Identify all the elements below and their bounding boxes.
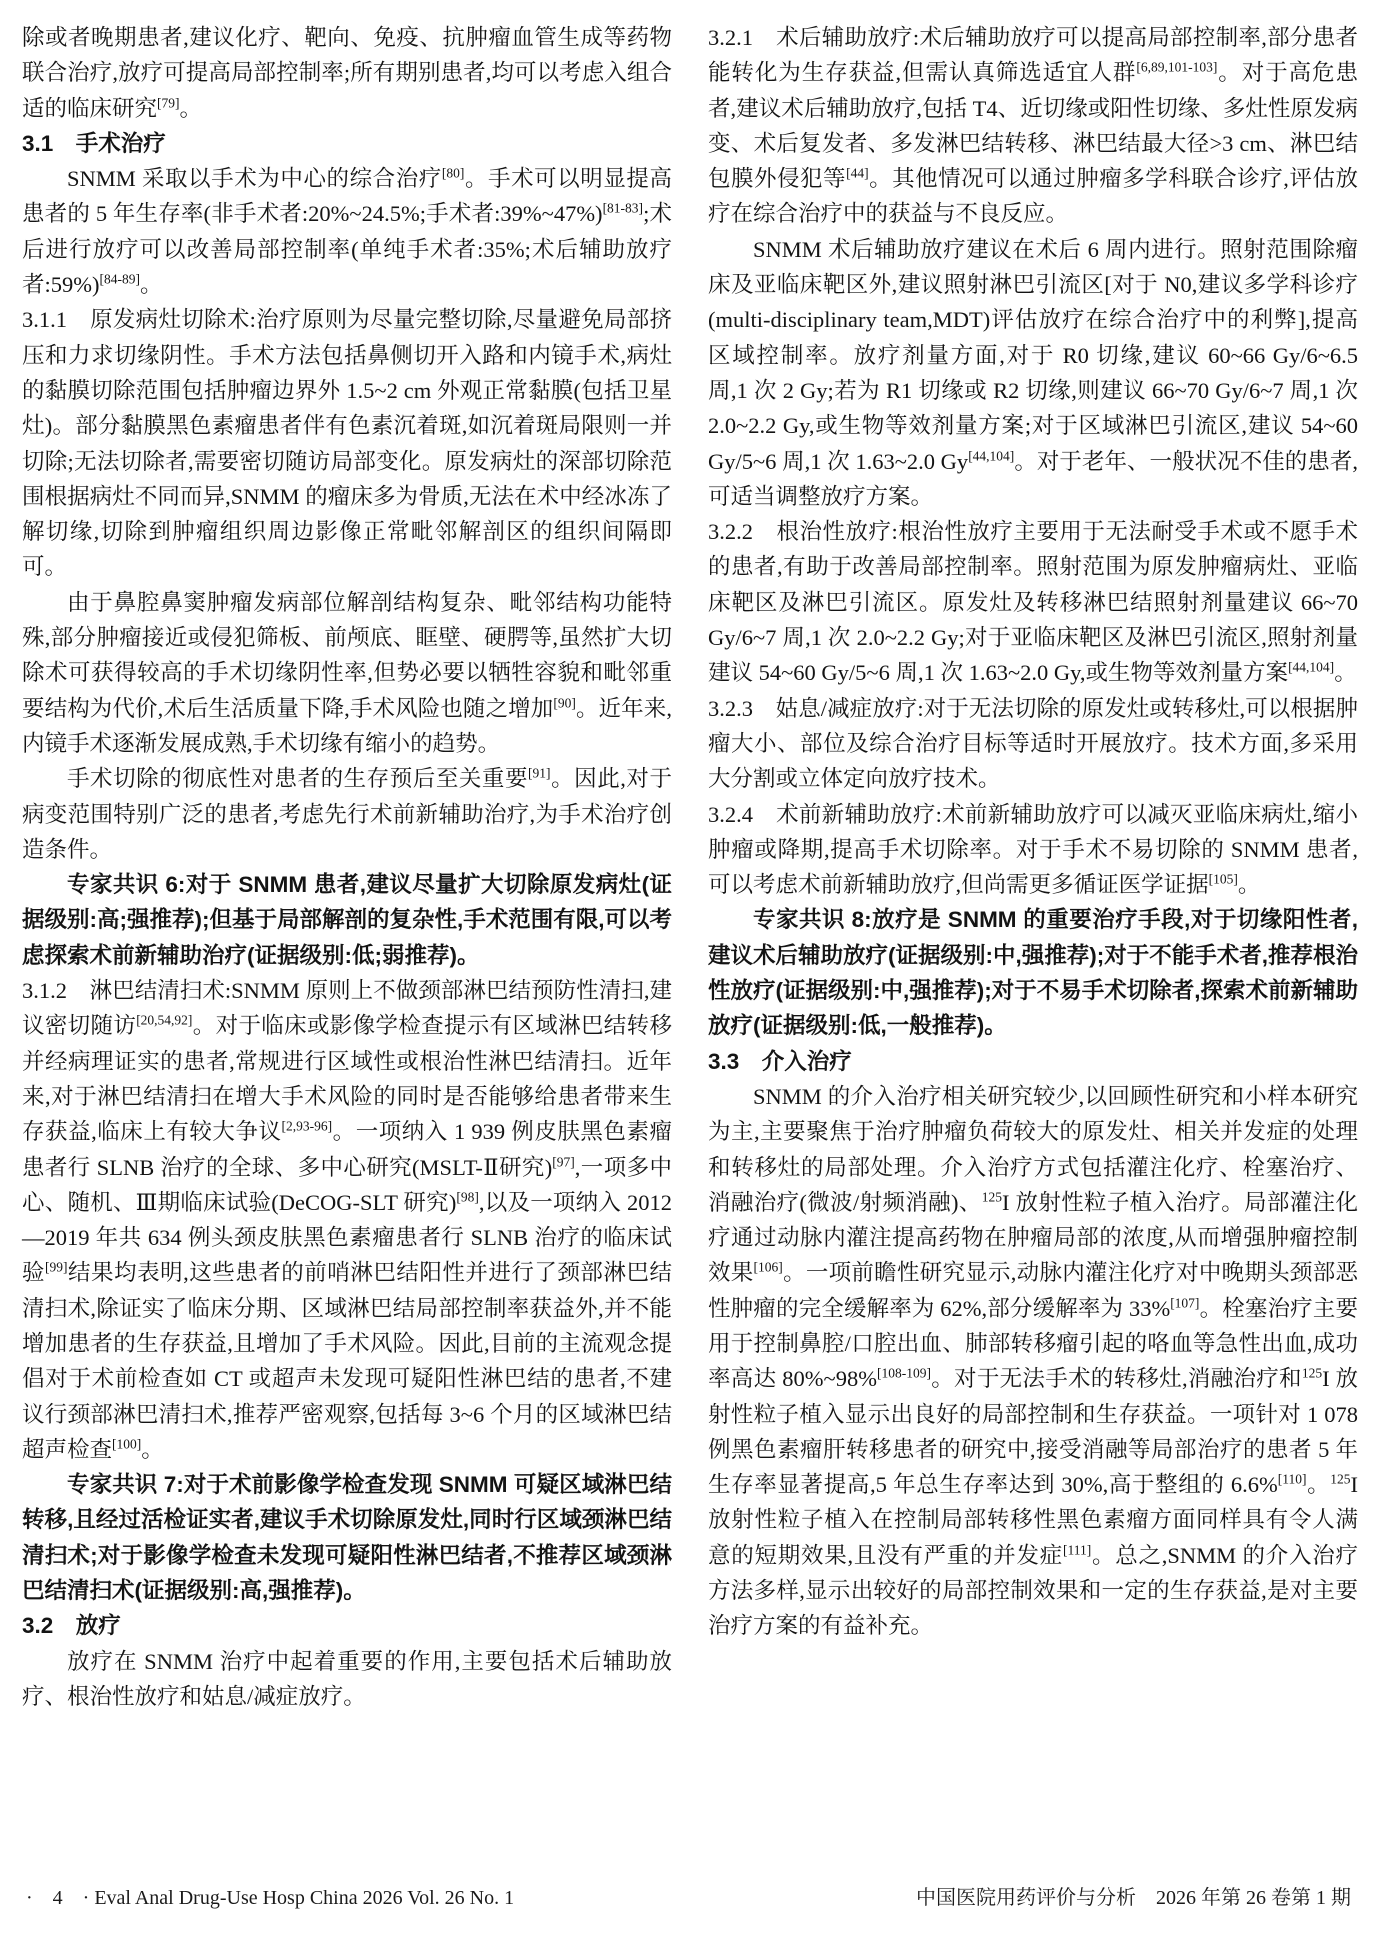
section-heading: 3.1 手术治疗	[22, 130, 166, 156]
right-column	[708, 20, 1358, 1714]
section-heading: 3.2 放疗	[22, 1613, 121, 1639]
paragraph: SNMM 术后辅助放疗建议在术后 6 周内进行。照射范围除瘤床及亚临床靶区外,建议照射淋巴引流区[对于 N0,建议多学科诊疗(multi-disciplinary team,MDT)评估放疗在综合治疗中的利弊],提高区域控制率。放疗剂量方面,对于 R0 切缘,建议 60~66 Gy/6~6.5 周,1 次 2 Gy;若为 R1 切缘或 R2 切缘,则建议 66~70 Gy/6~7 周,1 次 2.0~2.2 Gy,或生物等效剂量方案;对于区域淋巴引流区,建议 54~60 Gy/5~6 周,1 次 1.63~2.0 Gy[44,104]。对于老年、一般状况不佳的患者,可适当调整放疗方案。	[708, 236, 1358, 509]
paragraph: 3.2.3 姑息/减症放疗:对于无法切除的原发灶或转移灶,可以根据肿瘤大小、部位及综合治疗目标等适时开展放疗。技术方面,多采用大分割或立体定向放疗技术。	[708, 695, 1358, 792]
paragraph: SNMM 的介入治疗相关研究较少,以回顾性研究和小样本研究为主,主要聚焦于治疗肿瘤负荷较大的原发灶、相关并发症的处理和转移灶的局部处理。介入治疗方式包括灌注化疗、栓塞治疗、消融治疗(微波/射频消融)、$^{125}$I 放射性粒子植入治疗。局部灌注化疗通过动脉内灌注提高药物在肿瘤局部的浓度,从而增强肿瘤控制效果[106]。一项前瞻性研究显示,动脉内灌注化疗对中晚期头颈部恶性肿瘤的完全缓解率为 62%,部分缓解率为 33%[107]。栓塞治疗主要用于控制鼻腔/口腔出血、肺部转移瘤引起的咯血等急性出血,成功率高达 80%~98%[108-109]。对于无法手术的转移灶,消融治疗和$^{125}$I 放射性粒子植入显示出良好的局部控制和生存获益。一项针对 1 078 例黑色素瘤肝转移患者的研究中,接受消融等局部治疗的患者 5 年生存率显著提高,5 年总生存率达到 30%,高于整组的 6.6%[110]。$^{125}$I 放射性粒子植入在控制局部转移性黑色素瘤方面同样具有令人满意的短期效果,且没有严重的并发症[111]。总之,SNMM 的介入治疗方法多样,显示出较好的局部控制效果和一定的生存获益,是对主要治疗方案的有益补充。	[708, 1083, 1358, 1639]
paragraph: 放疗在 SNMM 治疗中起着重要的作用,主要包括术后辅助放疗、根治性放疗和姑息/减症放疗。	[22, 1648, 672, 1709]
paragraph: 3.1.1 原发病灶切除术:治疗原则为尽量完整切除,尽量避免局部挤压和力求切缘阴性。手术方法包括鼻侧切开入路和内镜手术,病灶的黏膜切除范围包括肿瘤边界外 1.5~2 cm 外观正常黏膜(包括卫星灶)。部分黏膜黑色素瘤患者伴有色素沉着斑,如沉着斑局限则一并切除;无法切除者,需要密切随访局部变化。原发病灶的深部切除范围根据病灶不同而异,SNMM 的瘤床多为骨质,无法在术中经冰冻了解切缘,切除到肿瘤组织周边影像正常毗邻解剖区的组织间隔即可。	[22, 307, 672, 580]
section-heading: 3.3 介入治疗	[708, 1048, 852, 1074]
paragraph: 3.2.4 术前新辅助放疗:术前新辅助放疗可以减灭亚临床病灶,缩小肿瘤或降期,提高手术切除率。对于手术不易切除的 SNMM 患者,可以考虑术前新辅助放疗,但尚需更多循证医学证据[105]。	[708, 801, 1358, 898]
paragraph: 由于鼻腔鼻窦肿瘤发病部位解剖结构复杂、毗邻结构功能特殊,部分肿瘤接近或侵犯筛板、前颅底、眶壁、硬腭等,虽然扩大切除术可获得较高的手术切缘阴性率,但势必要以牺牲容貌和毗邻重要结构为代价,术后生活质量下降,手术风险也随之增加[90]。近年来,内镜手术逐渐发展成熟,手术切缘有缩小的趋势。	[22, 589, 672, 756]
paragraph: SNMM 采取以手术为中心的综合治疗[80]。手术可以明显提高患者的 5 年生存率(非手术者:20%~24.5%;手术者:39%~47%)[81-83];术后进行放疗可以改善局部控制率(单纯手术者:35%;术后辅助放疗者:59%)[84-89]。	[22, 165, 672, 298]
paragraph: 3.2.2 根治性放疗:根治性放疗主要用于无法耐受手术或不愿手术的患者,有助于改善局部控制率。照射范围为原发肿瘤病灶、亚临床靶区及淋巴引流区。原发灶及转移淋巴结照射剂量建议 66~70 Gy/6~7 周,1 次 2.0~2.2 Gy;对于亚临床靶区及淋巴引流区,照射剂量建议 54~60 Gy/5~6 周,1 次 1.63~2.0 Gy,或生物等效剂量方案[44,104]。	[708, 519, 1358, 686]
expert-consensus-paragraph: 专家共识 8:放疗是 SNMM 的重要治疗手段,对于切缘阳性者,建议术后辅助放疗(证据级别:中,强推荐);对于不能手术者,推荐根治性放疗(证据级别:中,强推荐);对于不易手术切除者,探索术前新辅助放疗(证据级别:低,一般推荐)。	[708, 907, 1358, 1039]
paragraph: 3.2.1 术后辅助放疗:术后辅助放疗可以提高局部控制率,部分患者能转化为生存获益,但需认真筛选适宜人群[6,89,101-103]。对于高危患者,建议术后辅助放疗,包括 T4、近切缘或阳性切缘、多灶性原发病变、术后复发者、多发淋巴结转移、淋巴结最大径>3 cm、淋巴结包膜外侵犯等[44]。其他情况可以通过肿瘤多学科联合诊疗,评估放疗在综合治疗中的获益与不良反应。	[708, 25, 1358, 227]
footer-journal-en: · 4 · Eval Anal Drug-Use Hosp China 2026 Vol. 26 No. 1	[26, 1887, 515, 1909]
page-footer	[26, 1886, 1351, 1910]
expert-consensus-paragraph: 专家共识 7:对于术前影像学检查发现 SNMM 可疑区域淋巴结转移,且经过活检证实者,建议手术切除原发灶,同时行区域颈淋巴结清扫术;对于影像学检查未发现可疑阳性淋巴结者,不推荐区域颈淋巴结清扫术(证据级别:高,强推荐)。	[22, 1472, 672, 1604]
footer-journal-cn: 中国医院用药评价与分析 2026 年第 26 卷第 1 期	[916, 1887, 1351, 1909]
paragraph: 除或者晚期患者,建议化疗、靶向、免疫、抗肿瘤血管生成等药物联合治疗,放疗可提高局部控制率;所有期别患者,均可以考虑入组合适的临床研究[79]。	[22, 25, 672, 121]
left-column	[22, 20, 672, 1714]
expert-consensus-paragraph: 专家共识 6:对于 SNMM 患者,建议尽量扩大切除原发病灶(证据级别:高;强推荐);但基于局部解剖的复杂性,手术范围有限,可以考虑探索术前新辅助治疗(证据级别:低;弱推荐)。	[22, 872, 672, 968]
paragraph: 3.1.2 淋巴结清扫术:SNMM 原则上不做颈部淋巴结预防性清扫,建议密切随访[20,54,92]。对于临床或影像学检查提示有区域淋巴结转移并经病理证实的患者,常规进行区域性或根治性淋巴结清扫。近年来,对于淋巴结清扫在增大手术风险的同时是否能够给患者带来生存获益,临床上有较大争议[2,93-96]。一项纳入 1 939 例皮肤黑色素瘤患者行 SLNB 治疗的全球、多中心研究(MSLT-Ⅱ研究)[97],一项多中心、随机、Ⅲ期临床试验(DeCOG-SLT 研究)[98],以及一项纳入 2012—2019 年共 634 例头颈皮肤黑色素瘤患者行 SLNB 治疗的临床试验[99]结果均表明,这些患者的前哨淋巴结阳性并进行了颈部淋巴结清扫术,除证实了临床分期、区域淋巴结局部控制率获益外,并不能增加患者的生存获益,且增加了手术风险。因此,目前的主流观念提倡对于术前检查如 CT 或超声未发现可疑阳性淋巴结的患者,不建议行颈部淋巴清扫术,推荐严密观察,包括每 3~6 个月的区域淋巴结超声检查[100]。	[22, 978, 672, 1462]
paragraph: 手术切除的彻底性对患者的生存预后至关重要[91]。因此,对于病变范围特别广泛的患者,考虑先行术前新辅助治疗,为手术治疗创造条件。	[22, 765, 672, 862]
